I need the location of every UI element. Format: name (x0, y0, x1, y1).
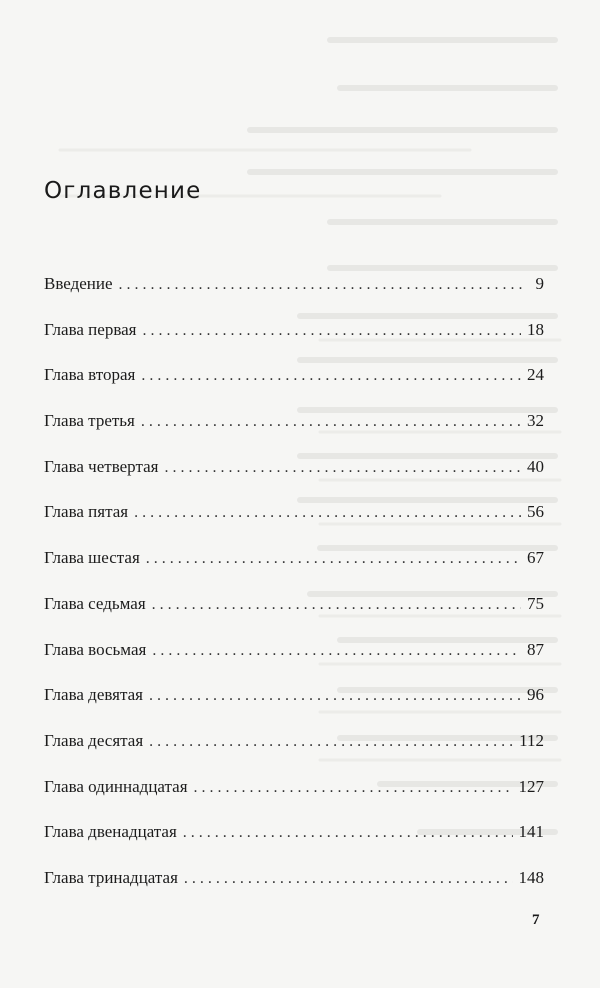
toc-entry-label: Глава восьмая (44, 639, 147, 659)
toc-entry-label: Глава пятая (44, 502, 129, 522)
toc-entry (44, 769, 544, 815)
toc-entry-page: 96 (527, 685, 544, 705)
toc-list (44, 266, 544, 906)
toc-entry-label: Глава седьмая (44, 593, 146, 613)
dot-leader (141, 404, 521, 440)
toc-entry-page: 32 (527, 411, 544, 431)
toc-entry (44, 540, 544, 586)
toc-entry-label: Глава тринадцатая (44, 867, 178, 887)
toc-entry-label: Глава третья (44, 411, 135, 431)
toc-entry-label: Глава вторая (44, 365, 136, 385)
toc-entry-label: Глава одиннадцатая (44, 776, 188, 796)
dot-leader (152, 587, 521, 623)
toc-entry (44, 312, 544, 358)
dot-leader (183, 815, 513, 851)
page-number: 7 (532, 912, 540, 928)
toc-entry-page: 24 (527, 365, 544, 385)
toc-entry-page: 9 (535, 274, 544, 293)
toc-entry-label: Введение (44, 274, 113, 293)
toc-entry (44, 723, 544, 769)
toc-entry-page: 127 (518, 776, 544, 796)
toc-entry-page: 148 (518, 867, 544, 887)
toc-entry (44, 677, 544, 723)
toc-entry-page: 112 (519, 730, 544, 750)
dot-leader (141, 358, 521, 394)
toc-entry-label: Глава шестая (44, 548, 140, 568)
contents-title: Оглавление (44, 178, 202, 204)
toc-entry (44, 860, 544, 906)
toc-entry-label: Глава девятая (44, 685, 143, 705)
dot-leader (146, 541, 521, 577)
dot-leader (134, 495, 521, 531)
toc-entry (44, 266, 544, 312)
dot-leader (143, 313, 522, 349)
toc-entry-page: 141 (518, 822, 544, 842)
toc-entry-label: Глава двенадцатая (44, 822, 177, 842)
toc-entry-page: 18 (527, 319, 544, 339)
toc-entry-page: 87 (527, 639, 544, 659)
dot-leader (164, 450, 521, 486)
dot-leader (152, 633, 521, 669)
toc-entry (44, 494, 544, 540)
toc-entry-page: 40 (527, 456, 544, 476)
dot-leader (184, 861, 513, 897)
toc-entry-label: Глава четвертая (44, 456, 159, 476)
dot-leader (119, 267, 524, 303)
dot-leader (149, 678, 521, 714)
dot-leader (149, 724, 513, 760)
toc-entry-label: Глава десятая (44, 730, 144, 750)
toc-entry (44, 357, 544, 403)
toc-entry-label: Глава первая (44, 319, 137, 339)
toc-entry (44, 449, 544, 495)
toc-entry (44, 814, 544, 860)
toc-entry-page: 56 (527, 502, 544, 522)
dot-leader (194, 770, 513, 806)
toc-entry (44, 632, 544, 678)
toc-entry-page: 75 (527, 593, 544, 613)
toc-entry (44, 586, 544, 632)
toc-entry (44, 403, 544, 449)
toc-entry-page: 67 (527, 548, 544, 568)
